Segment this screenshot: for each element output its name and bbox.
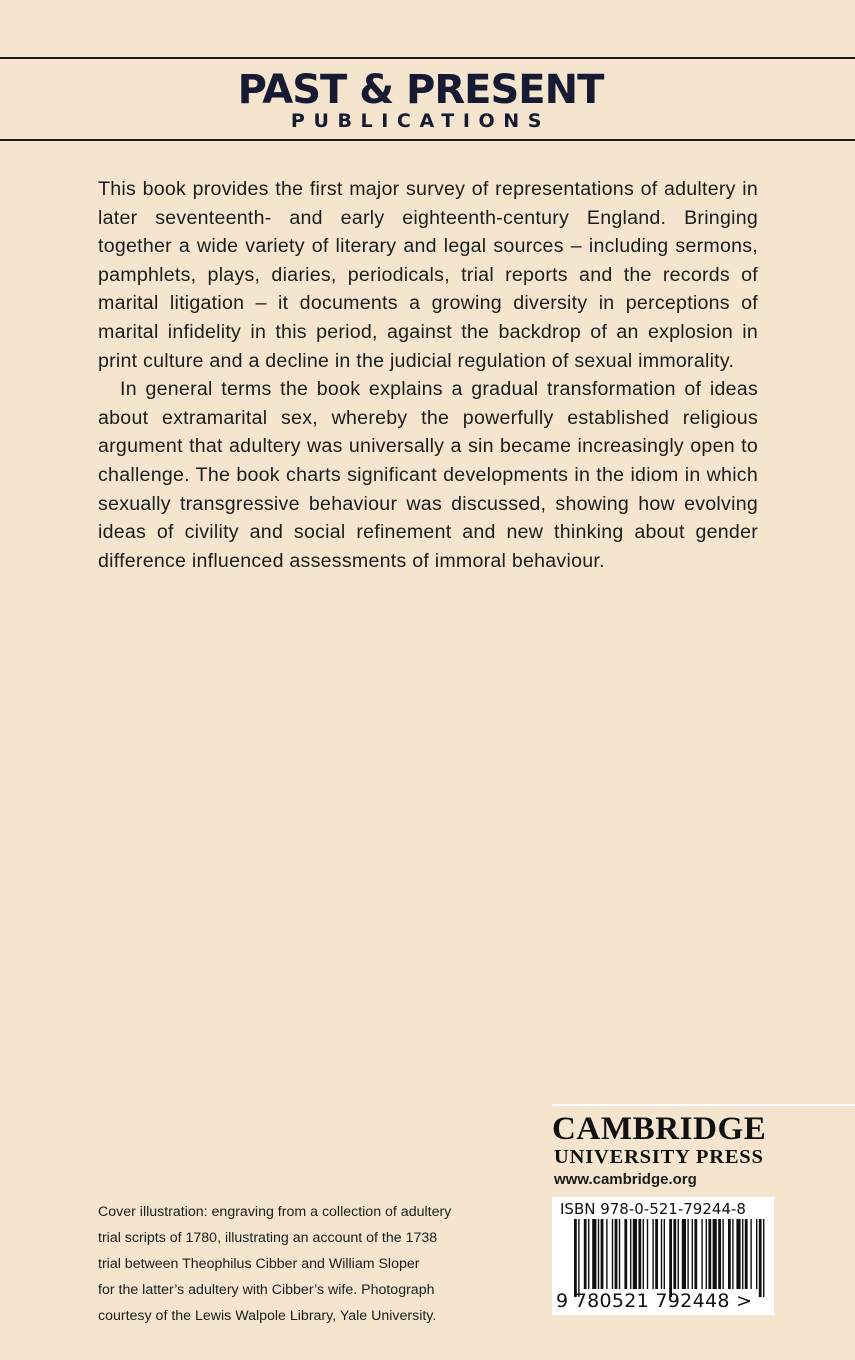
barcode-bar [718, 1219, 721, 1289]
barcode-bar [584, 1219, 587, 1289]
caption-line: Cover illustration: engraving from a collection of adultery [98, 1204, 452, 1220]
series-title: PAST & PRESENT [237, 67, 604, 113]
barcode-bar [756, 1219, 757, 1289]
barcode-bar [736, 1219, 740, 1289]
barcode-bar [643, 1219, 644, 1289]
publisher-url[interactable]: www.cambridge.org [554, 1171, 697, 1188]
barcode-bar [664, 1219, 665, 1289]
barcode-bar [706, 1219, 707, 1289]
barcode-bar [615, 1219, 618, 1289]
barcode-bar [592, 1219, 596, 1289]
barcode-bar [678, 1219, 679, 1289]
barcode-bar [619, 1219, 620, 1289]
caption-line: courtesy of the Lewis Walpole Library, Yale University. [98, 1308, 437, 1324]
barcode-bar [647, 1219, 648, 1289]
isbn-label: ISBN 978-0-521-79244-8 [560, 1200, 746, 1218]
barcode-bar [598, 1219, 599, 1289]
barcode-bar [655, 1219, 658, 1289]
barcode-bar [624, 1219, 627, 1289]
barcode-bar [630, 1219, 631, 1289]
caption-line: for the latter’s adultery with Cibber’s wife. Photograph [98, 1282, 435, 1298]
barcode-bar [742, 1219, 743, 1289]
barcode-bar [694, 1219, 697, 1289]
cover-illustration-credit [98, 1199, 498, 1329]
barcode-bar [578, 1219, 579, 1297]
book-description [98, 175, 758, 575]
barcode-bar [713, 1219, 717, 1289]
barcode-bar [633, 1219, 637, 1289]
barcode-bar [708, 1219, 711, 1289]
caption-line: trial scripts of 1780, illustrating an account of the 1738 [98, 1230, 438, 1246]
series-subtitle: PUBLICATIONS [290, 110, 551, 132]
barcode-bar [692, 1219, 693, 1289]
barcode-bar [606, 1219, 607, 1289]
publisher-name: CAMBRIDGE [552, 1111, 767, 1147]
barcode-bar [682, 1219, 686, 1289]
description-paragraph-1: This book provides the first major survey of representations of adultery in later seventeenth- and early eighteenth-century England. Bringing together a wide variety of literary and legal sources – including sermons, pamphlets, plays, diaries, periodicals, trial reports and the records of marital litigation – it documents a growing diversity in perceptions of marital infidelity in this period, against the backdrop of an explosion in print culture and a decline in the judicial regulation of sexual immorality. [98, 178, 758, 372]
barcode-bar [732, 1219, 733, 1289]
barcode-bar [669, 1219, 672, 1297]
publisher-subname: UNIVERSITY PRESS [554, 1146, 764, 1168]
barcode-bar [661, 1219, 662, 1289]
description-paragraph-2: In general terms the book explains a gradual transformation of ideas about extramarital sex, whereby the powerfully established religious argument that adultery was universally a sin became increasingly open to challenge. The book charts significant developments in the idiom in which sexually transgressive behaviour was discussed, showing how evolving ideas of civility and social refinement and new thinking about gender difference influenced assessments of immoral behaviour. [98, 378, 758, 572]
header-bottom-rule [0, 139, 855, 141]
barcode-bar [728, 1219, 731, 1289]
barcode-bar [612, 1219, 613, 1289]
isbn-barcode [552, 1197, 774, 1315]
barcode-bar [574, 1219, 577, 1297]
caption-line: trial between Theophilus Cibber and William Sloper [98, 1256, 420, 1272]
publisher-rule [552, 1104, 855, 1106]
barcode-bar [750, 1219, 751, 1289]
barcode-bar [673, 1219, 676, 1289]
barcode-bar [588, 1219, 589, 1289]
barcode-bar [701, 1219, 702, 1289]
barcode-bar [722, 1219, 723, 1289]
barcode-bar [763, 1219, 764, 1297]
barcode-digits: 9 780521 792448 > [556, 1290, 753, 1312]
barcode-bar [601, 1219, 604, 1289]
barcode-bar [687, 1219, 688, 1289]
barcode-bar [652, 1219, 653, 1289]
barcode-bar [745, 1219, 748, 1289]
barcode-bar [759, 1219, 762, 1297]
barcode-bar [638, 1219, 641, 1289]
header-top-rule [0, 57, 855, 59]
